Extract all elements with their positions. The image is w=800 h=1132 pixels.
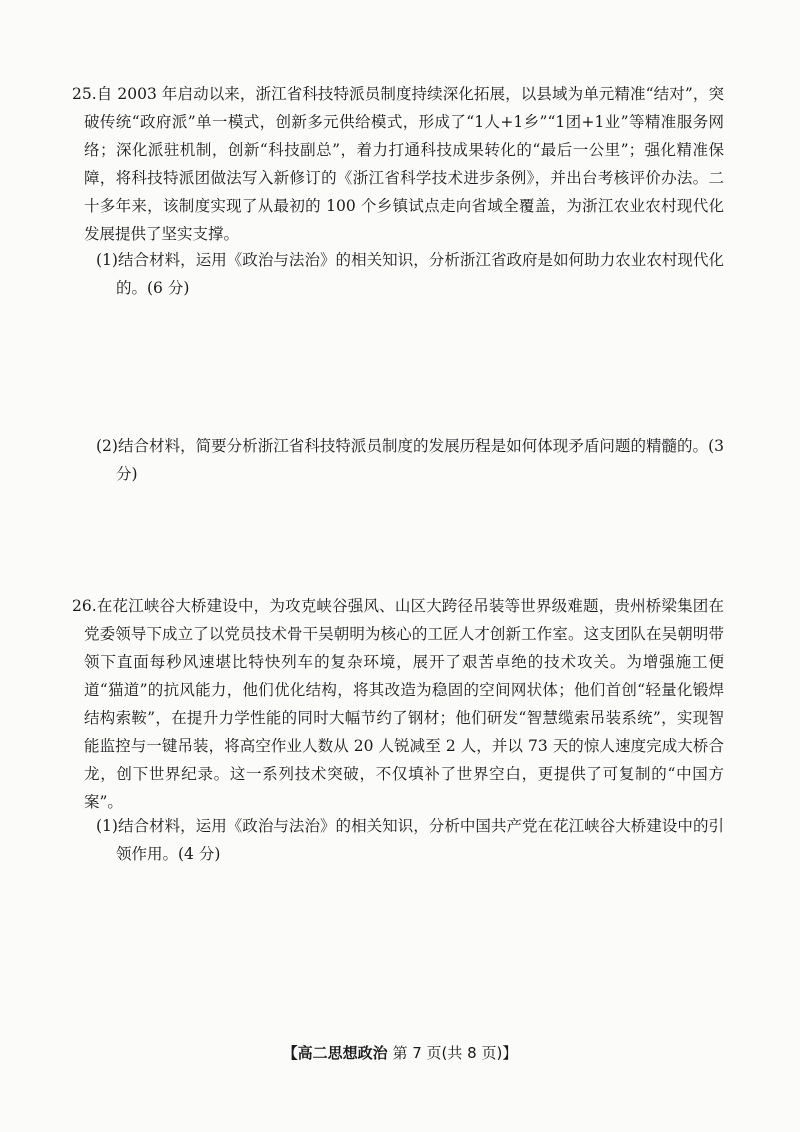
- footer-page-number: 第 7 页(共 8 页)】: [392, 1044, 518, 1062]
- question-26-stem: [72, 592, 724, 816]
- question-25-number: 25.: [72, 85, 97, 103]
- question-25-material: 自 2003 年启动以来，浙江省科技特派员制度持续深化拓展，以县域为单元精准“结对”，突破传统“政府派”单一模式，创新多元供给模式，形成了“1人+1乡”“1团+1业”等精准服务网络；深化派驻机制，创新“科技副总”，着力打通科技成果转化的“最后一公里”；强化精准保障，将科技特派团做法写入新修订的《浙江省科学技术进步条例》，并出台考核评价办法。二十多年来，该制度实现了从最初的 100 个乡镇试点走向省域全覆盖，为浙江农业农村现代化发展提供了坚实支撑。: [84, 85, 724, 243]
- question-25-stem: [72, 80, 724, 248]
- page-footer: [0, 1042, 800, 1063]
- question-25-subquestion-1: [84, 246, 724, 302]
- question-25-subquestion-2-text: (2)结合材料，简要分析浙江省科技特派员制度的发展历程是如何体现矛盾问题的精髓的。(3 分): [96, 437, 724, 483]
- question-26-subquestion-1: [84, 812, 724, 868]
- footer-subject: 【高二思想政治: [282, 1044, 388, 1062]
- question-26: [72, 592, 724, 816]
- question-26-subquestion-1-text: (1)结合材料，运用《政治与法治》的相关知识，分析中国共产党在花江峡谷大桥建设中的引领作用。(4 分): [96, 817, 724, 863]
- question-26-material: 在花江峡谷大桥建设中，为攻克峡谷强风、山区大跨径吊装等世界级难题，贵州桥梁集团在党委领导下成立了以党员技术骨干吴朝明为核心的工匠人才创新工作室。这支团队在吴朝明带领下直面每秒风速堪比特快列车的复杂环境，展开了艰苦卓绝的技术攻关。为增强施工便道“猫道”的抗风能力，他们优化结构，将其改造为稳固的空间网状体；他们首创“轻量化锻焊结构索鞍”，在提升力学性能的同时大幅节约了钢材；他们研发“智慧缆索吊装系统”，实现智能监控与一键吊装，将高空作业人数从 20 人锐减至 2 人，并以 73 天的惊人速度完成大桥合龙，创下世界纪录。这一系列技术突破，不仅填补了世界空白，更提供了可复制的“中国方案”。: [84, 597, 724, 811]
- question-25: [72, 80, 724, 248]
- question-26-number: 26.: [72, 597, 97, 615]
- question-25-subquestion-1-text: (1)结合材料，运用《政治与法治》的相关知识，分析浙江省政府是如何助力农业农村现代化的。(6 分): [96, 251, 724, 297]
- question-25-subquestion-2: [84, 432, 724, 488]
